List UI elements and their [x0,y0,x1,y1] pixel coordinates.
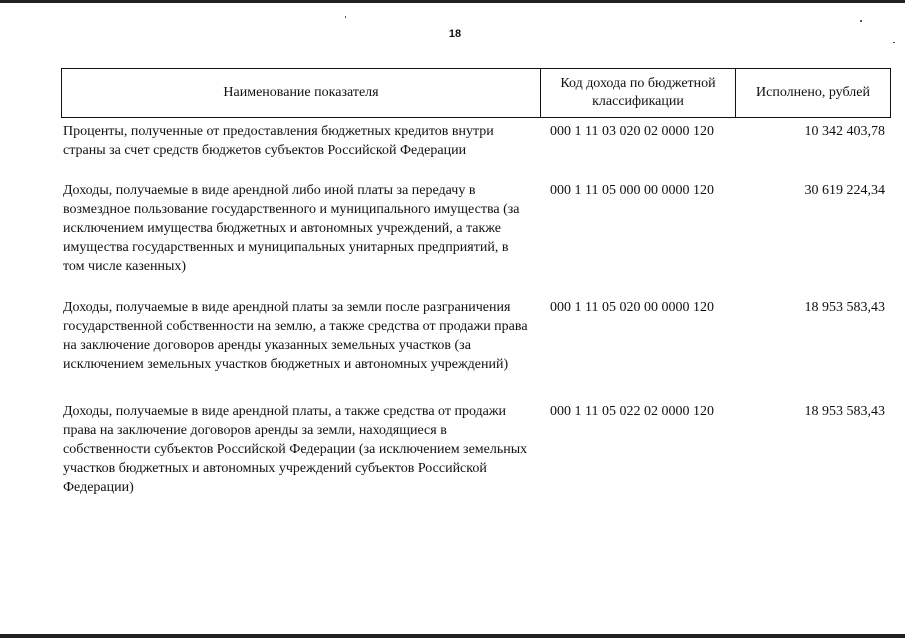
page-number: 18 [448,28,462,40]
scan-speck [893,42,895,43]
header-code: Код дохода по бюджетной классификации [541,69,736,117]
header-amount: Исполнено, рублей [756,85,870,100]
row-name: Проценты, полученные от предоставления бюджетных кредитов внутри страны за счет средств бюджетов субъектов Российской Федерации [63,124,494,158]
row-amount: 18 953 583,43 [804,404,885,419]
row-name: Доходы, получаемые в виде арендной платы за земли после разграничения государственной собственности на землю, а также средства от продажи права на заключение договоров аренды указанных земельных участков (за исключением земельных участков бюджетных и автономных учреждений) [63,300,528,372]
row-code: 000 1 11 03 020 02 0000 120 [550,124,714,139]
row-code: 000 1 11 05 020 00 0000 120 [550,300,714,315]
scan-speck [345,16,346,18]
scan-bottom-edge [0,634,905,638]
scan-top-edge [0,0,905,3]
row-amount: 10 342 403,78 [804,124,885,139]
row-amount: 18 953 583,43 [804,300,885,315]
row-amount: 30 619 224,34 [804,183,885,198]
scan-speck [860,20,862,22]
row-code: 000 1 11 05 022 02 0000 120 [550,404,714,419]
table-header [61,68,891,118]
row-name: Доходы, получаемые в виде арендной либо иной платы за передачу в возмездное пользование государственного и муниципального имущества (за исключением имущества бюджетных и автономных учреждений, а также имущества государственных и муниципальных унитарных предприятий, в том числе казенных) [63,183,520,274]
row-code: 000 1 11 05 000 00 0000 120 [550,183,714,198]
row-name: Доходы, получаемые в виде арендной платы, а также средства от продажи права на заключение договоров аренды за земли, находящиеся в собственности субъектов Российской Федерации (за исключением земельных участков бюджетных и автономных учреждений субъектов Российской Федерации) [63,404,528,495]
header-name: Наименование показателя [62,69,541,117]
